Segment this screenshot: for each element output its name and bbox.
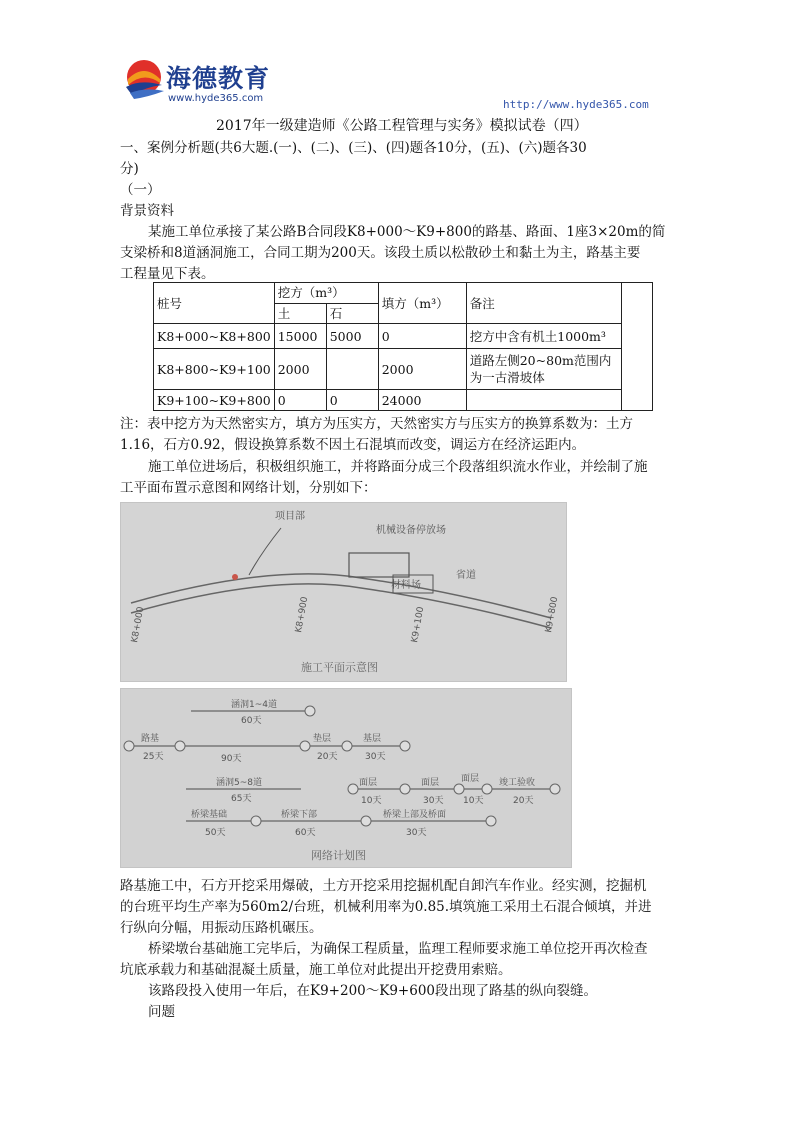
para2-line-1: 施工单位进场后，积极组织施工，并将路面分成三个段落组织流水作业，并绘制了施 [148,459,648,475]
activity-label: 面层 [461,774,480,784]
label-s4: K9+800 [544,595,561,634]
activity-label: 涵洞1~4道 [231,700,277,710]
table-header-row [154,283,653,304]
activity-label: 桥梁基础 [191,810,228,820]
table-note-line-2: 1.16，石方0.92，假设换算系数不因土石混填而改变，调运方在经济运距内。 [120,437,586,453]
question-label: 问题 [148,1004,175,1020]
label-yard: 机械设备停放场 [376,525,446,536]
para2-line-2: 工平面布置示意图和网络计划，分别如下： [120,480,377,496]
logo-text: 海德教育 [166,64,271,93]
activity-duration: 30天 [365,752,386,762]
activity-label: 桥梁上部及桥面 [383,810,447,820]
activity-duration: 60天 [241,716,262,726]
cell-fill: 2000 [378,349,466,390]
table-row [154,324,653,349]
activity-label: 面层 [359,778,378,788]
network-plan-figure [120,688,572,868]
cell-note: 道路左侧20~80m范围内为一古滑坡体 [466,349,621,390]
para4-line-1: 桥梁墩台基础施工完毕后，为确保工程质量，监理工程师要求施工单位挖开再次检查 [148,941,648,957]
label-s2: K8+900 [294,595,311,634]
activity-duration: 65天 [231,794,252,804]
activity-duration: 90天 [221,754,242,764]
activity-duration: 20天 [513,796,534,806]
intro-line-3: 工程量见下表。 [120,266,215,282]
cell-soil: 2000 [274,349,326,390]
quantity-table [153,282,653,411]
header-fill: 填方（m³） [378,283,466,324]
label-s1: K8+000 [130,605,147,644]
cell-station: K8+800~K9+100 [154,349,275,390]
label-road: 省道 [456,570,476,581]
para4-line-2: 坑底承载力和基础混凝土质量，施工单位对此提出开挖费用索赔。 [120,962,512,978]
table-side-column [621,283,652,411]
case-label: （一） [120,182,161,198]
figure1-caption: 施工平面示意图 [301,661,378,674]
section-heading-line1: 一、案例分析题(共6大题.(一)、(二)、(三)、(四)题各10分，(五)、(六)题各30 [120,140,587,156]
header-cut: 挖方（m³） [274,283,378,304]
table-row [154,349,653,390]
activity-label: 桥梁下部 [281,810,318,820]
cell-soil: 0 [274,390,326,411]
site-url-link[interactable]: http://www.hyde365.com [503,98,649,111]
activity-duration: 60天 [295,828,316,838]
intro-line-1: 某施工单位承接了某公路B合同段K8+000～K9+800的路基、路面、1座3×20m的简 [148,224,666,240]
header-station: 桩号 [154,283,275,324]
figure2-caption: 网络计划图 [311,849,366,862]
document-title: 2017年一级建造师《公路工程管理与实务》模拟试卷（四） [216,118,588,134]
logo-mark-icon [122,57,166,101]
background-label: 背景资料 [120,203,174,219]
activity-duration: 30天 [423,796,444,806]
activity-label: 路基 [141,734,160,744]
activity-label: 涵洞5~8道 [216,778,262,788]
cell-note: 挖方中含有机土1000m³ [466,324,621,349]
activity-duration: 10天 [361,796,382,806]
header-note: 备注 [466,283,621,324]
header-soil: 土 [274,303,326,324]
cell-note [466,390,621,411]
intro-line-2: 支梁桥和8道涵洞施工，合同工期为200天。该段土质以松散砂土和黏土为主，路基主要 [120,245,641,261]
para3-line-3: 行纵向分幅，用振动压路机碾压。 [120,920,323,936]
label-office: 项目部 [275,511,305,522]
logo [122,55,292,111]
table-row [154,390,653,411]
label-material: 材料场 [391,580,421,591]
activity-duration: 25天 [143,752,164,762]
site-plan-figure [120,502,567,682]
activity-duration: 20天 [317,752,338,762]
activity-label: 垫层 [313,734,332,744]
cell-station: K8+000~K8+800 [154,324,275,349]
table-note-line-1: 注：表中挖方为天然密实方，填方为压实方，天然密实方与压实方的换算系数为：土方 [120,416,633,432]
activity-duration: 10天 [463,796,484,806]
logo-url: www.hyde365.com [168,93,264,104]
cell-station: K9+100~K9+800 [154,390,275,411]
para5: 该路段投入使用一年后，在K9+200～K9+600段出现了路基的纵向裂缝。 [148,983,598,999]
cell-rock: 0 [326,390,378,411]
para3-line-2: 的台班平均生产率为560m2/台班，机械利用率为0.85.填筑施工采用土石混合倾填，并进 [120,899,652,915]
header-rock: 石 [326,303,378,324]
para3-line-1: 路基施工中，石方开挖采用爆破，土方开挖采用挖掘机配自卸汽车作业。经实测，挖掘机 [120,878,647,894]
section-heading-line2: 分) [120,161,139,177]
cell-fill: 24000 [378,390,466,411]
activity-label: 基层 [363,734,382,744]
cell-soil: 15000 [274,324,326,349]
activity-label: 竣工验收 [499,778,536,788]
label-s3: K9+100 [410,605,427,644]
activity-duration: 50天 [205,828,226,838]
activity-label: 面层 [421,778,440,788]
cell-rock [326,349,378,390]
cell-fill: 0 [378,324,466,349]
activity-duration: 30天 [406,828,427,838]
cell-rock: 5000 [326,324,378,349]
